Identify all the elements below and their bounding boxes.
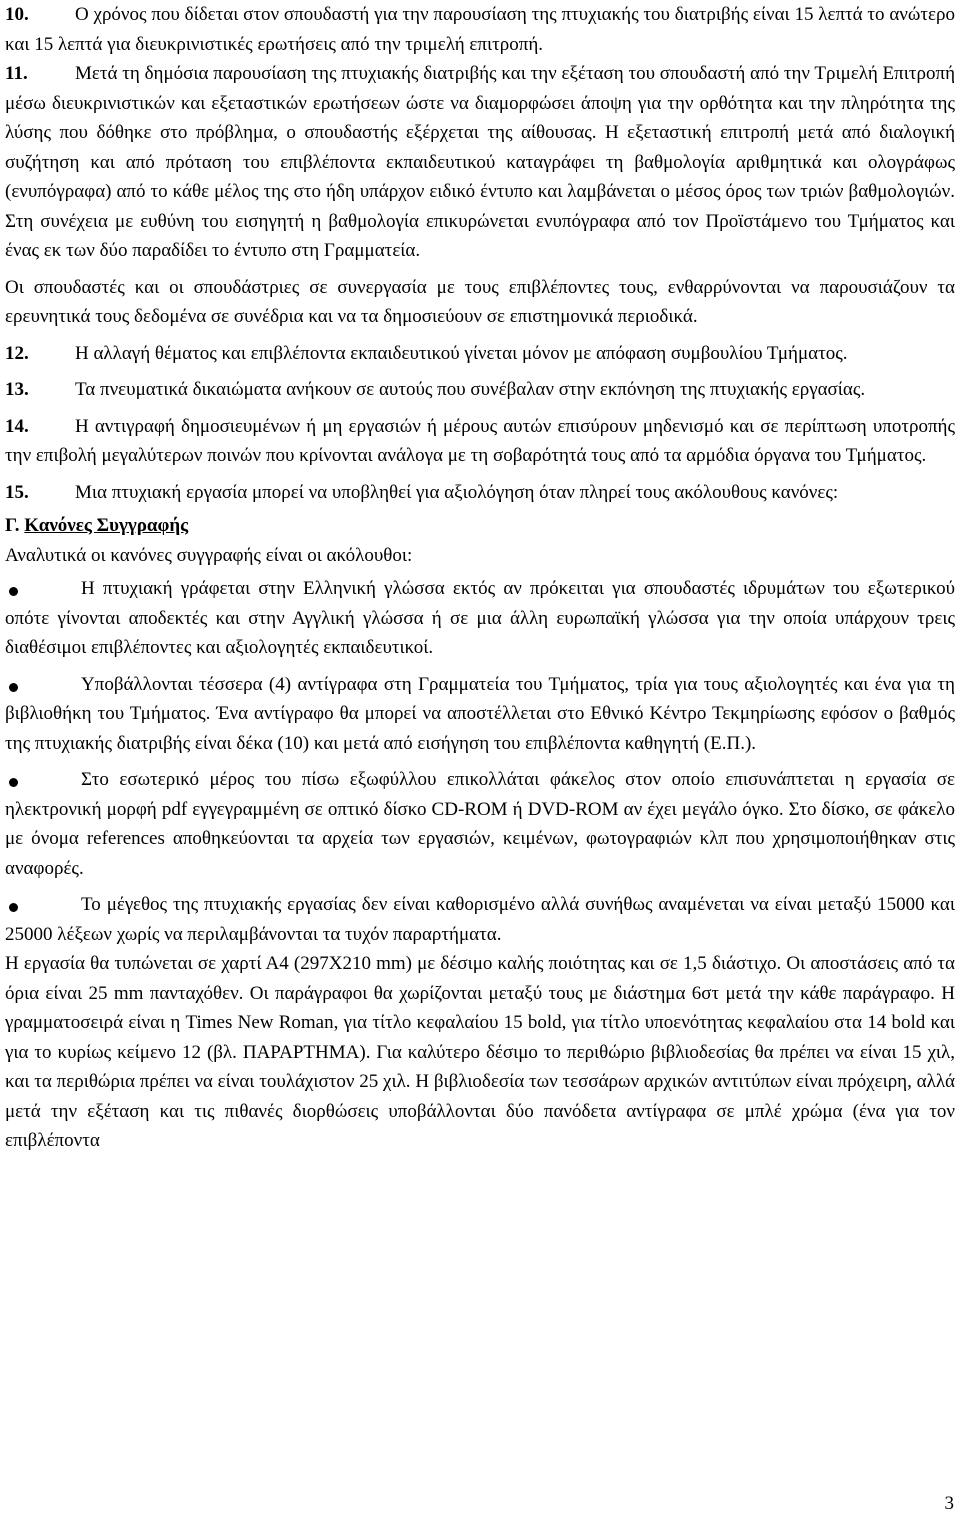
item-text: Μετά τη δημόσια παρουσίαση της πτυχιακής διατριβής και την εξέταση του σπουδαστή από την Τριμελή Επιτροπή μέσω διευκρινιστικών και εξεταστικών ερωτήσεων ώστε να διαμορφώσει άποψη για την ορθότητα και την πληρότητα της λύσης που δόθηκε στο πρόβλημα, ο σπουδαστής εξέρχεται της αίθουσας. Η εξεταστική επιτροπή μετά από διαλογική συζήτηση και από πρόταση του επιβλέποντα εκπαιδευτικού καταγράφει τη βαθμολογία αριθμητικά και ολογράφως (ενυπόγραφα) από το κάθε μέλος της στο ήδη υπάρχον ειδικό έντυπο και λαμβάνεται ο μέσος όρος των τριών βαθμολογιών. Στη συνέχεια με ευθύνη του εισηγητή η βαθμολογία επικυρώνεται ενυπόγραφα από τον Προϊστάμενο του Τμήματος και ένας εκ των δύο παραδίδει το έντυπο στη Γραμματεία. — [5, 63, 955, 261]
item-15 — [5, 478, 955, 508]
bullet-icon — [9, 587, 18, 596]
bullet-icon — [9, 683, 18, 692]
bullet-text: Το μέγεθος της πτυχιακής εργασίας δεν είναι καθορισμένο αλλά συνήθως αναμένεται να είναι μεταξύ 15000 και 25000 λέξεων χωρίς να περιλαμβάνονται τα τυχόν παραρτήματα. — [5, 894, 955, 945]
item-number: 14. — [5, 415, 29, 437]
item-number: 15. — [5, 481, 29, 503]
section-intro: Αναλυτικά οι κανόνες συγγραφής είναι οι ακόλουθοι: — [5, 544, 413, 566]
bullet-text: Στο εσωτερικό μέρος του πίσω εξωφύλλου επικολλάται φάκελος στον οποίο επισυνάπτεται η εργασία σε ηλεκτρονική μορφή pdf εγγεγραμμένη σε οπτικό δίσκο CD-ROM ή DVD-ROM αν έχει μεγάλο όγκο. Στο δίσκο, σε φάκελο με όνομα references αποθηκεύονται τα αρχεία των εργασιών, κειμένων, φωτογραφιών κλπ που χρησιμοποιήθηκαν στις αναφορές. — [5, 769, 955, 879]
document-page — [5, 0, 955, 1156]
encouragement-paragraph: Οι σπουδαστές και οι σπουδάστριες σε συνεργασία με τους επιβλέποντες τους, ενθαρρύνονται να παρουσιάζουν τα ερευνητικά τους δεδομένα σε συνέδρια και να τα δημοσιεύουν σε επιστημονικά περιοδικά. — [5, 276, 955, 327]
item-number: 10. — [5, 4, 29, 25]
item-number: 12. — [5, 342, 29, 364]
bullet-item — [5, 765, 955, 883]
bullet-icon — [9, 903, 18, 912]
bullet-item — [5, 890, 955, 949]
bullet-item — [5, 574, 955, 663]
bullet-text: Η πτυχιακή γράφεται στην Ελληνική γλώσσα εκτός αν πρόκειται για σπουδαστές ιδρυμάτων του εξωτερικού οπότε γίνονται αποδεκτές και στην Αγγλική γλώσσα ή σε μια άλλη ευρωπαϊκή γλώσσα για την οποία υπάρχουν τρεις διαθέσιμοι επιβλέποντες και αξιολογητές εκπαιδευτικοί. — [5, 578, 955, 658]
section-title: Κανόνες Συγγραφής — [24, 515, 189, 536]
item-text: Ο χρόνος που δίδεται στον σπουδαστή για την παρουσίαση της πτυχιακής του διατριβής είναι 15 λεπτά το ανώτερο και 15 λεπτά για διευκρινιστικές ερωτήσεις από την τριμελή επιτροπή. — [5, 4, 955, 55]
page-number: 3 — [944, 1493, 954, 1514]
item-text: Τα πνευματικά δικαιώματα ανήκουν σε αυτούς που συνέβαλαν στην εκπόνηση της πτυχιακής εργασίας. — [75, 379, 866, 400]
section-heading — [5, 511, 955, 541]
bullet-icon — [9, 778, 18, 787]
item-12 — [5, 339, 955, 369]
item-number: 11. — [5, 63, 28, 84]
section-prefix: Γ. — [5, 515, 20, 536]
item-11 — [5, 59, 955, 266]
item-text: Η αλλαγή θέματος και επιβλέποντα εκπαιδευτικού γίνεται μόνον με απόφαση συμβουλίου Τμήματος. — [75, 342, 848, 364]
item-14 — [5, 412, 955, 471]
item-10 — [5, 0, 955, 59]
item-text: Μια πτυχιακή εργασία μπορεί να υποβληθεί για αξιολόγηση όταν πληρεί τους ακόλουθους κανόνες: — [75, 481, 839, 503]
bullet-item — [5, 670, 955, 759]
bullet-text: Υποβάλλονται τέσσερα (4) αντίγραφα στη Γραμματεία του Τμήματος, τρία για τους αξιολογητές και ένα για τη βιβλιοθήκη του Τμήματος. Ένα αντίγραφο θα μπορεί να αποστέλλεται στο Εθνικό Κέντρο Τεκμηρίωσης εφόσον ο βαθμός της πτυχιακής διατριβής είναι δέκα (10) και μετά από εισήγηση του επιβλέποντα καθηγητή (Ε.Π.). — [5, 673, 955, 754]
item-13 — [5, 375, 955, 405]
item-text: Η αντιγραφή δημοσιευμένων ή μη εργασιών ή μέρους αυτών επισύρουν μηδενισμό και σε περίπτωση υποτροπής την επιβολή μεγαλύτερων ποινών που κρίνονται ανάλογα με τη σοβαρότητά τους από τα αρμόδια όργανα του Τμήματος. — [5, 415, 955, 466]
item-number: 13. — [5, 379, 29, 400]
formatting-paragraph: Η εργασία θα τυπώνεται σε χαρτί Α4 (297Χ210 mm) με δέσιμο καλής ποιότητας και σε 1,5 διάστιχο. Οι αποστάσεις από τα όρια είναι 25 mm πανταχόθεν. Οι παράγραφοι θα χωρίζονται μεταξύ τους με διάστημα 6στ μετά την κάθε παράγραφο. Η γραμματοσειρά είναι η Times New Roman, για τίτλο κεφαλαίου 15 bold, για τίτλο υποενότητας κεφαλαίου στα 14 bold και για το κυρίως κείμενο 12 (βλ. ΠΑΡΑΡΤΗΜΑ). Για καλύτερο δέσιμο το περιθώριο βιβλιοδεσίας θα πρέπει να είναι 15 χιλ, και τα περιθώρια πρέπει να είναι τουλάχιστον 25 χιλ. Η βιβλιοδεσία των τεσσάρων αρχικών αντιτύπων είναι πρόχειρη, αλλά μετά την εξέταση και τις πιθανές διορθώσεις υποβάλλονται δύο πανόδετα αντίγραφα σε μπλέ χρώμα (ένα για τον επιβλέποντα — [5, 953, 955, 1151]
